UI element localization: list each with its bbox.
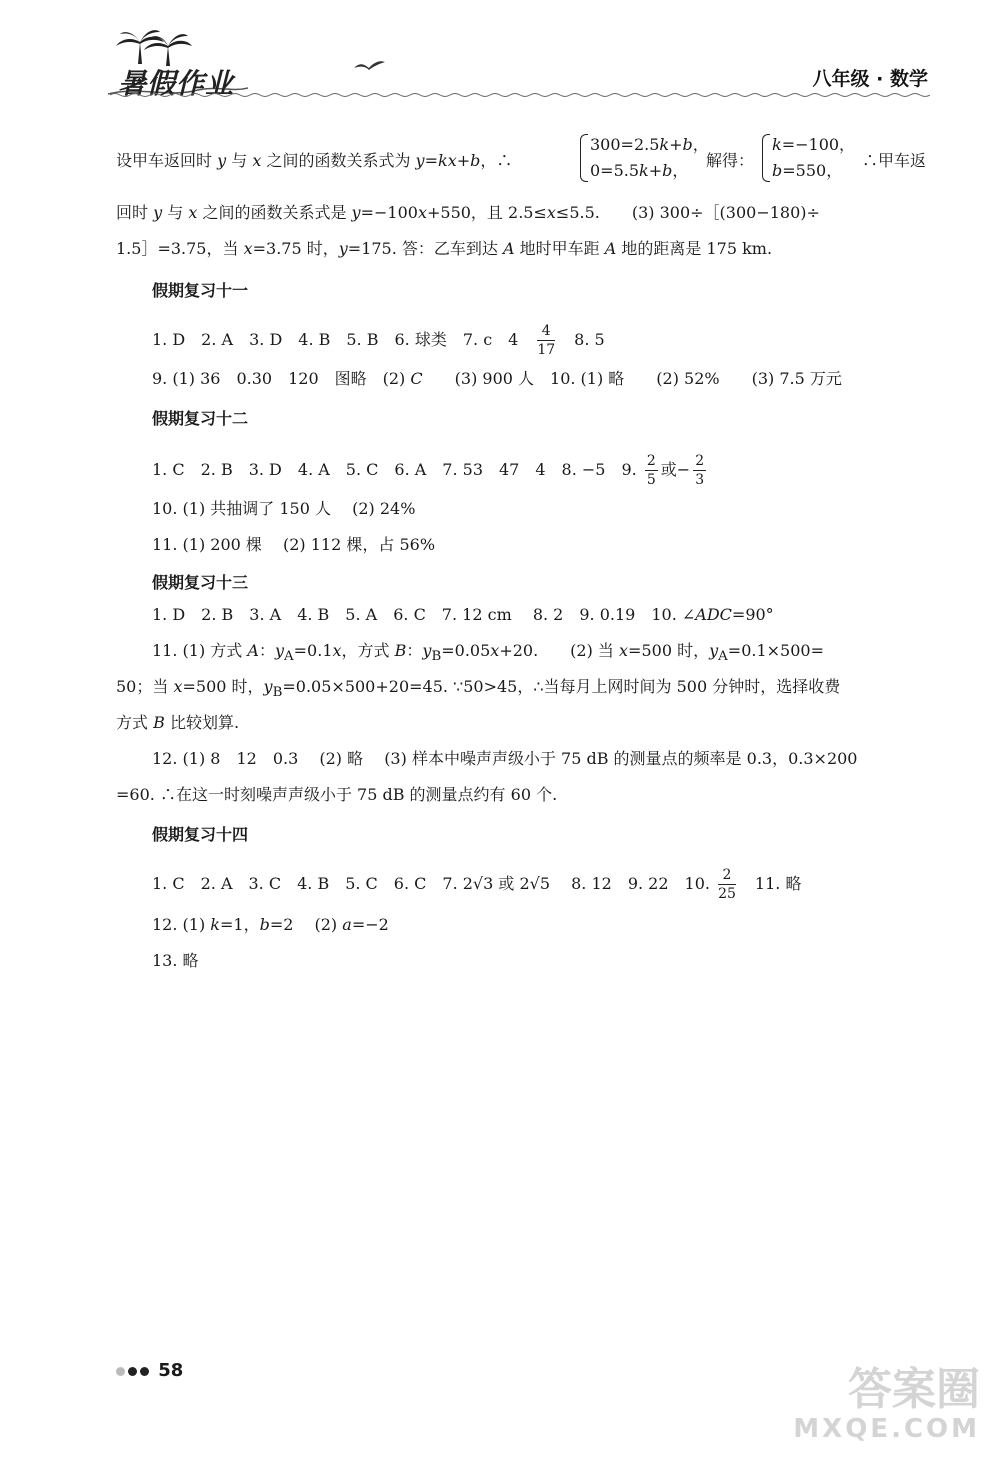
text-line: 10. (1) 共抽调了 150 人 (2) 24% [152, 499, 416, 518]
solution-system: k=−100， b=550， [772, 132, 855, 184]
text-line: 回时 y 与 x 之间的函数关系式是 y=−100x+550，且 2.5≤x≤5.5. (3) 300÷［(300−180)÷ [116, 203, 820, 222]
text-line: 13. 略 [152, 951, 199, 970]
dot-icon [128, 1367, 137, 1376]
text-line: 1. C 2. B 3. D 4. A 5. C 6. A 7. 53 47 4 8. −5 9. $\frac{2}{5}$ 或− $\frac{2}{3}$ [152, 453, 705, 488]
text-line: 设甲车返回时 y 与 x 之间的函数关系式为 y=kx+b，∴ [116, 151, 513, 170]
section-title: 假期复习十二 [152, 409, 249, 428]
text-line: 12. (1) k=1，b=2 (2) a=−2 [152, 915, 389, 934]
dot-icon [116, 1367, 125, 1376]
page-number-text: 58 [158, 1360, 184, 1381]
dot-icon [140, 1367, 149, 1376]
text-line: 9. (1) 36 0.30 120 图略 (2) C (3) 900 人 10. (1) 略 (2) 52% (3) 7.5 万元 [152, 369, 842, 388]
section-title: 假期复习十四 [152, 825, 249, 844]
logo-text: 暑假作业 [118, 67, 235, 100]
text-line: 50；当 x=500 时，$y_B=0.05\times 500+20=45$. ∵50>45，∴当每月上网时间为 500 分钟时，选择收费 [116, 677, 841, 701]
page-header [0, 0, 1000, 110]
palm-tree-logo-icon [108, 28, 248, 100]
text-line: 1. D 2. B 3. A 4. B 5. A 6. C 7. 12 cm 8. 2 9. 0.19 10. ∠ADC=90° [152, 605, 774, 624]
section-title: 假期复习十三 [152, 573, 249, 592]
watermark-url: MXQE.COM [793, 1414, 980, 1444]
text-line: 1. D 2. A 3. D 4. B 5. B 6. 球类 7. c 4 $\frac{4}{17}$ 8. 5 [152, 323, 605, 358]
text-line: 1.5］=3.75，当 x=3.75 时，y=175. 答：乙车到达 A 地时甲车距 A 地的距离是 175 km. [116, 239, 773, 258]
text-line: 1. C 2. A 3. C 4. B 5. C 6. C 7. 2√3 或 2√5 8. 12 9. 22 10. $\frac{2}{25}$ 11. 略 [152, 867, 802, 902]
watermark-text: 答案圈 [848, 1364, 980, 1415]
text-line: 解得： [706, 151, 755, 170]
grade-subject-label: 八年级 · 数学 [812, 68, 928, 90]
text-line: =60. ∴在这一时刻噪声声级小于 75 dB 的测量点约有 60 个. [116, 785, 558, 804]
section-title: 假期复习十一 [152, 281, 249, 300]
text-line: 方式 B 比较划算. [116, 713, 240, 732]
equation-system: 300=2.5k+b， 0=5.5k+b， [590, 132, 709, 184]
page-number [116, 1360, 183, 1381]
text-line: 11. (1) 200 棵 (2) 112 棵，占 56% [152, 535, 436, 554]
text-line: 11. (1) 方式 A：$y_A=0.1x$，方式 B：$y_B=0.05x+20$. (2) 当 x=500 时，$y_A=0.1\times 500=$ [152, 641, 824, 665]
text-line: 12. (1) 8 12 0.3 (2) 略 (3) 样本中噪声声级小于 75 dB 的测量点的频率是 0.3，0.3×200 [152, 749, 858, 768]
text-line: ∴甲车返 [862, 151, 927, 170]
watermark [793, 1366, 980, 1444]
bird-icon [352, 58, 386, 74]
header-divider [110, 92, 930, 98]
